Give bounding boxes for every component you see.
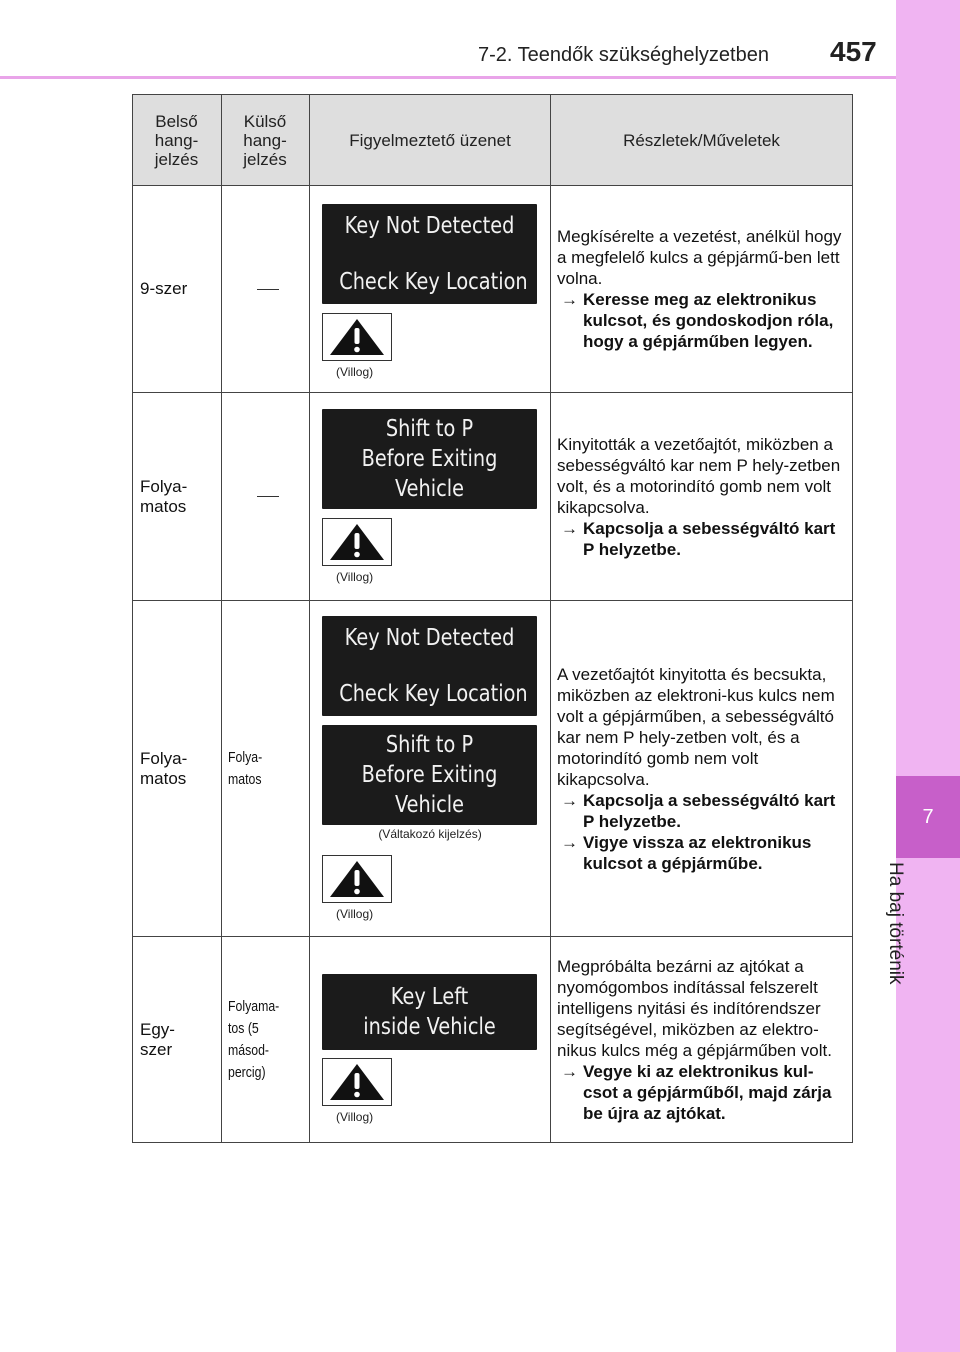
table-header-row (133, 95, 853, 186)
none-dash (257, 496, 279, 497)
col-label: Figyelmeztető üzenet (349, 130, 511, 150)
external-buzzer-cell (222, 186, 310, 393)
table-row (133, 393, 853, 601)
col-warning-message (310, 95, 551, 186)
screen-line: Key Not Detected (344, 212, 515, 239)
message-cell (310, 186, 551, 393)
internal-buzzer-value: Folya-matos (140, 476, 188, 516)
external-buzzer-value: Folya-matos (228, 748, 263, 788)
header-divider (0, 76, 896, 79)
action-text: Kapcsolja a sebességváltó kart P helyzetbe. (583, 518, 836, 559)
col-details (551, 95, 853, 186)
arrow-icon: → (561, 790, 578, 810)
details-cell (551, 393, 853, 601)
external-buzzer-value: Folyama-tos (5 másod-percig) (228, 997, 280, 1081)
internal-buzzer-value: Folya-matos (140, 748, 188, 788)
screen-line: Shift to P (385, 416, 474, 442)
screen-line: Before Exiting (361, 762, 498, 788)
display-screen (322, 409, 537, 509)
action-text: Kapcsolja a sebességváltó kart P helyzetbe. (583, 790, 836, 831)
screen-line: Check Key Location (339, 681, 528, 707)
display-screen (322, 204, 537, 304)
internal-buzzer-value: Egy-szer (140, 1019, 175, 1059)
detail-text: A vezetőajtót kinyitotta és becsukta, miközben az elektroni-kus kulcs nem volt a gépjárműben, a sebességváltó kar nem P hely-zetben volt, és a motorindító gomb nem volt kikapcsolva. (557, 664, 835, 789)
message-cell (310, 601, 551, 937)
chapter-label (870, 862, 960, 985)
action-text: Vegye ki az elektronikus kul-csot a gépjárműből, majd zárja be újra az ajtókat. (583, 1061, 832, 1123)
chapter-number: 7 (896, 776, 960, 858)
warning-triangle-icon (328, 522, 386, 562)
flash-caption: (Villog) (336, 1109, 374, 1124)
internal-buzzer-cell (133, 393, 222, 601)
external-buzzer-cell (222, 601, 310, 937)
action-text: Vigye vissza az elektronikus kulcsot a gépjárműbe. (583, 832, 812, 873)
flash-caption: (Villog) (336, 570, 374, 584)
action-text: Keresse meg az elektronikus kulcsot, és gondoskodjon róla, hogy a gépjárműben legyen. (583, 290, 834, 351)
screen-line: inside Vehicle (363, 1013, 496, 1040)
warning-triangle-icon (328, 317, 386, 357)
col-internal-buzzer (133, 95, 222, 186)
internal-buzzer-value: 9-szer (140, 279, 188, 298)
warning-light-box (322, 313, 392, 361)
page-number: 457 (830, 36, 877, 67)
warning-triangle-icon (328, 859, 386, 899)
external-buzzer-cell (222, 937, 310, 1143)
detail-text: Kinyitották a vezetőajtót, miközben a sebességváltó kar nem P hely-zetben volt, és a motorindító gomb nem volt kikapcsolva. (557, 434, 841, 517)
details-cell (551, 186, 853, 393)
message-cell (310, 393, 551, 601)
table-row (133, 186, 853, 393)
screen-line: Before Exiting (361, 446, 498, 472)
internal-buzzer-cell (133, 186, 222, 393)
display-screen (322, 616, 537, 716)
action-step (557, 832, 846, 874)
alternating-caption: (Váltakozó kijelzés) (378, 827, 482, 841)
arrow-icon: → (561, 1061, 578, 1081)
none-dash (257, 289, 279, 290)
warning-triangle-icon (328, 1062, 386, 1102)
details-cell (551, 937, 853, 1143)
details-cell (551, 601, 853, 937)
action-step (557, 1061, 846, 1124)
internal-buzzer-cell (133, 937, 222, 1143)
table-row (133, 937, 853, 1143)
col-external-buzzer (222, 95, 310, 186)
col-label: Külső hang-jelzés (243, 111, 287, 169)
action-step (557, 518, 846, 560)
screen-line: Shift to P (385, 732, 474, 758)
col-label: Belső hang-jelzés (154, 111, 199, 169)
detail-text: Megpróbálta bezárni az ajtókat a nyomógombos indítással felszerelt intelligens nyitási és indítórendszer segítségével, miközben az elektro-nikus kulcs még a gépjárműben volt. (557, 956, 832, 1060)
col-label: Részletek/Műveletek (623, 130, 780, 150)
arrow-icon: → (561, 832, 578, 852)
display-screen (322, 974, 537, 1050)
warning-light-box (322, 1058, 392, 1106)
external-buzzer-cell (222, 393, 310, 601)
internal-buzzer-cell (133, 601, 222, 937)
warning-light-box (322, 518, 392, 566)
display-screen (322, 725, 537, 825)
action-step (557, 289, 846, 352)
chapter-label-text: Ha baj történik (885, 862, 906, 985)
action-step (557, 790, 846, 832)
screen-line: Vehicle (394, 792, 465, 818)
screen-line: Check Key Location (339, 268, 528, 295)
arrow-icon: → (561, 290, 578, 309)
screen-line: Vehicle (394, 476, 465, 502)
flash-caption: (Villog) (336, 907, 374, 921)
arrow-icon: → (561, 518, 578, 538)
chapter-side-tab (896, 0, 960, 1352)
message-cell (310, 937, 551, 1143)
warning-light-box (322, 855, 392, 903)
table-row (133, 601, 853, 937)
header-section-title: 7-2. Teendők szükséghelyzetben (478, 44, 769, 66)
screen-line: Key Not Detected (344, 625, 515, 651)
warning-table (132, 94, 853, 1143)
screen-line: Key Left (390, 983, 469, 1010)
detail-text: Megkísérelte a vezetést, anélkül hogy a megfelelő kulcs a gépjármű-ben lett volna. (557, 227, 842, 288)
flash-caption: (Villog) (336, 364, 374, 379)
